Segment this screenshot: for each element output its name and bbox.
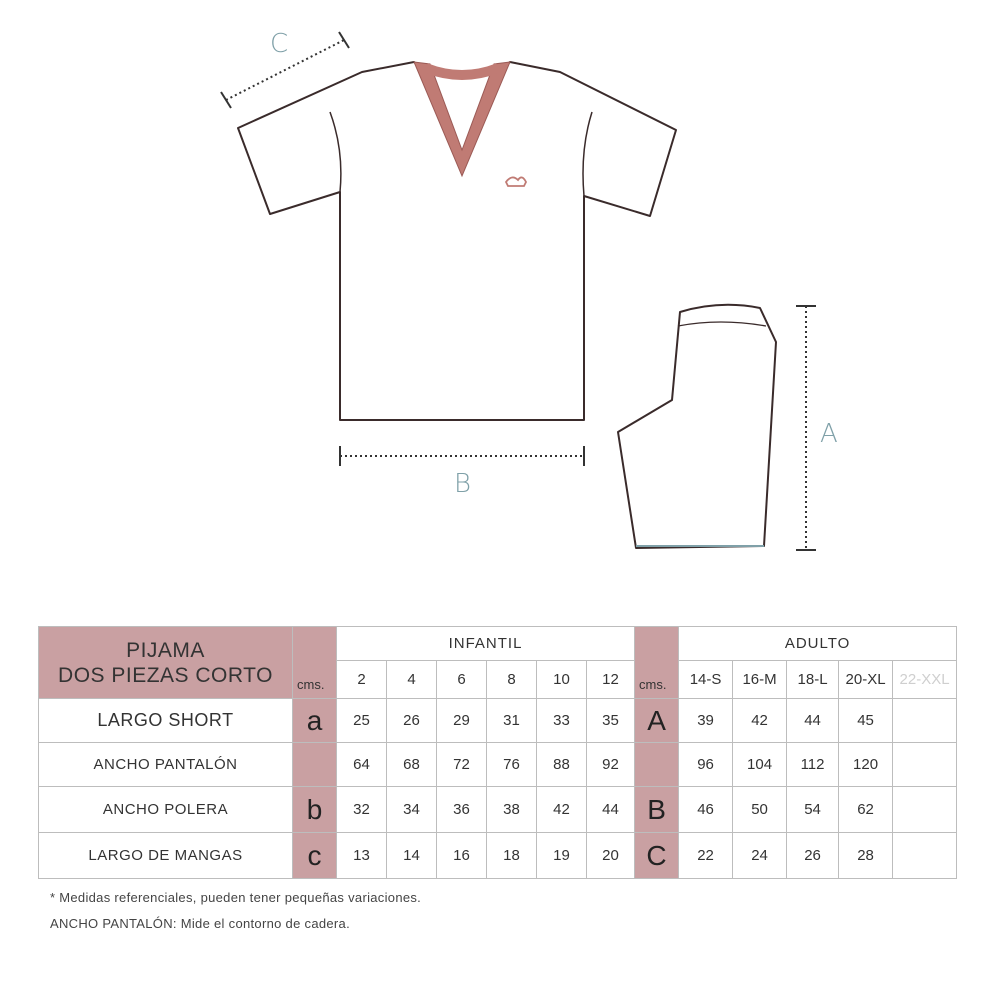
table-cell (893, 699, 957, 743)
size-header: 12 (587, 661, 635, 699)
row-letter: A (635, 699, 679, 743)
table-row (39, 787, 957, 833)
row-letter: c (293, 833, 337, 879)
table-cell: 16 (437, 833, 487, 879)
table-cell: 45 (839, 699, 893, 743)
size-header: 22-XXL (893, 661, 957, 699)
table-cell: 29 (437, 699, 487, 743)
table-cell: 38 (487, 787, 537, 833)
footnote-term: ANCHO PANTALÓN: (50, 916, 177, 931)
size-header: 4 (387, 661, 437, 699)
table-row (39, 699, 957, 743)
table-cell: 32 (337, 787, 387, 833)
group-header-infantil: INFANTIL (337, 627, 635, 661)
size-header: 2 (337, 661, 387, 699)
size-header: 10 (537, 661, 587, 699)
table-cell: 26 (387, 699, 437, 743)
row-label: LARGO DE MANGAS (39, 833, 293, 879)
table-cell: 68 (387, 743, 437, 787)
table-cell: 44 (587, 787, 635, 833)
row-label: LARGO SHORT (39, 699, 293, 743)
row-letter: b (293, 787, 337, 833)
size-header: 20-XL (839, 661, 893, 699)
table-cell: 39 (679, 699, 733, 743)
table-cell: 19 (537, 833, 587, 879)
row-label: ANCHO PANTALÓN (39, 743, 293, 787)
table-cell: 96 (679, 743, 733, 787)
group-header-adulto: ADULTO (679, 627, 957, 661)
dimension-c-letter: C (270, 29, 289, 59)
shorts-illustration (618, 305, 776, 548)
unit-label-adulto: cms. (635, 627, 679, 699)
dimension-b-letter: B (454, 469, 472, 499)
table-cell: 24 (733, 833, 787, 879)
table-cell: 34 (387, 787, 437, 833)
table-cell: 42 (733, 699, 787, 743)
dimension-a-letter: A (820, 419, 838, 449)
table-cell: 13 (337, 833, 387, 879)
table-cell: 31 (487, 699, 537, 743)
footnote-definition (50, 916, 950, 931)
size-header: 8 (487, 661, 537, 699)
table-cell: 20 (587, 833, 635, 879)
size-chart-table (38, 626, 957, 879)
table-cell: 112 (787, 743, 839, 787)
row-letter: C (635, 833, 679, 879)
table-cell: 92 (587, 743, 635, 787)
table-cell: 62 (839, 787, 893, 833)
table-cell: 25 (337, 699, 387, 743)
footnote-disclaimer: * Medidas referenciales, pueden tener pequeñas variaciones. (50, 890, 422, 905)
table-cell: 28 (839, 833, 893, 879)
table-row (39, 833, 957, 879)
table-cell: 88 (537, 743, 587, 787)
table-cell: 33 (537, 699, 587, 743)
table-cell: 54 (787, 787, 839, 833)
row-letter (635, 743, 679, 787)
table-cell (893, 743, 957, 787)
table-title (39, 627, 293, 699)
unit-label-infantil: cms. (293, 627, 337, 699)
dimension-b (340, 446, 584, 499)
row-letter (293, 743, 337, 787)
table-cell: 50 (733, 787, 787, 833)
size-header: 16-M (733, 661, 787, 699)
size-header: 6 (437, 661, 487, 699)
table-cell: 26 (787, 833, 839, 879)
tshirt-illustration (238, 62, 676, 420)
table-cell: 36 (437, 787, 487, 833)
table-cell: 22 (679, 833, 733, 879)
size-header: 14-S (679, 661, 733, 699)
table-cell: 46 (679, 787, 733, 833)
title-line-2: DOS PIEZAS CORTO (58, 663, 273, 687)
table-row (39, 743, 957, 787)
footnotes (50, 890, 950, 942)
table-cell: 64 (337, 743, 387, 787)
table-cell (893, 787, 957, 833)
dimension-a (796, 306, 838, 550)
table-cell: 72 (437, 743, 487, 787)
row-label: ANCHO POLERA (39, 787, 293, 833)
table-cell: 42 (537, 787, 587, 833)
row-letter: B (635, 787, 679, 833)
table-cell: 18 (487, 833, 537, 879)
size-header: 18-L (787, 661, 839, 699)
row-letter: a (293, 699, 337, 743)
table-cell (893, 833, 957, 879)
table-cell: 76 (487, 743, 537, 787)
table-cell: 14 (387, 833, 437, 879)
table-cell: 35 (587, 699, 635, 743)
title-line-1: PIJAMA (126, 638, 205, 662)
footnote-term-description: Mide el contorno de cadera. (176, 916, 350, 931)
table-cell: 104 (733, 743, 787, 787)
table-cell: 120 (839, 743, 893, 787)
table-cell: 44 (787, 699, 839, 743)
